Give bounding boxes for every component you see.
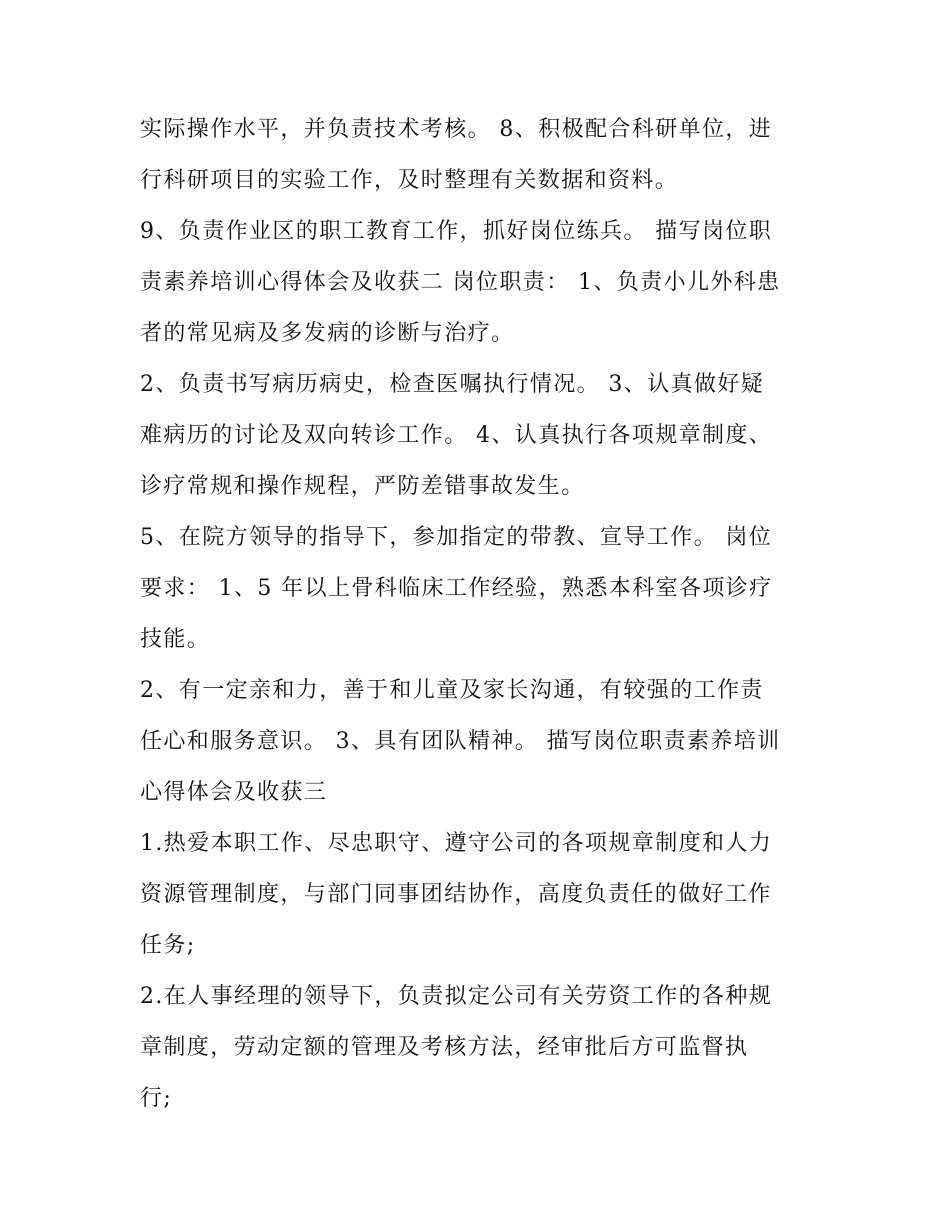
text-line: 难病历的讨论及双向转诊工作。 4、认真执行各项规章制度、 <box>140 423 773 448</box>
text-line: 2、负责书写病历病史，检查医嘱执行情况。 3、认真做好疑 <box>140 372 765 397</box>
text-line: 任务; <box>140 933 196 958</box>
text-line: 任心和服务意识。 3、具有团队精神。 描写岗位职责素养培训 <box>140 729 781 754</box>
text-line: 诊疗常规和操作规程，严防差错事故发生。 <box>140 474 585 499</box>
paragraph <box>140 512 812 665</box>
text-line: 章制度，劳动定额的管理及考核方法，经审批后方可监督执 <box>140 1035 749 1060</box>
text-line: 技能。 <box>140 627 211 652</box>
paragraph <box>140 971 812 1124</box>
paragraph <box>140 359 812 512</box>
text-line: 9、负责作业区的职工教育工作，抓好岗位练兵。 描写岗位职 <box>140 219 773 244</box>
paragraph <box>140 818 812 971</box>
paragraph <box>140 104 812 206</box>
text-line: 1.热爱本职工作、尽忠职守、遵守公司的各项规章制度和人力 <box>140 831 773 856</box>
paragraph <box>140 206 812 359</box>
text-line: 行科研项目的实验工作，及时整理有关数据和资料。 <box>140 168 679 193</box>
text-line: 资源管理制度，与部门同事团结协作，高度负责任的做好工作 <box>140 882 772 907</box>
text-line: 2、有一定亲和力，善于和儿童及家长沟通，有较强的工作责 <box>140 678 764 703</box>
text-line: 5、在院方领导的指导下，参加指定的带教、宣导工作。 岗位 <box>140 525 773 550</box>
text-line: 实际操作水平，并负责技术考核。 8、积极配合科研单位，进 <box>140 117 773 142</box>
paragraph <box>140 665 812 818</box>
text-line: 责素养培训心得体会及收获二 岗位职责： 1、负责小儿外科患 <box>140 270 781 295</box>
text-line: 者的常见病及多发病的诊断与治疗。 <box>140 321 515 346</box>
text-line: 心得体会及收获三 <box>140 780 328 805</box>
text-line: 2.在人事经理的领导下，负责拟定公司有关劳资工作的各种规 <box>140 984 773 1009</box>
text-line: 行; <box>140 1086 173 1111</box>
text-line: 要求： 1、5 年以上骨科临床工作经验，熟悉本科室各项诊疗 <box>140 576 773 601</box>
document-body <box>140 104 812 1124</box>
